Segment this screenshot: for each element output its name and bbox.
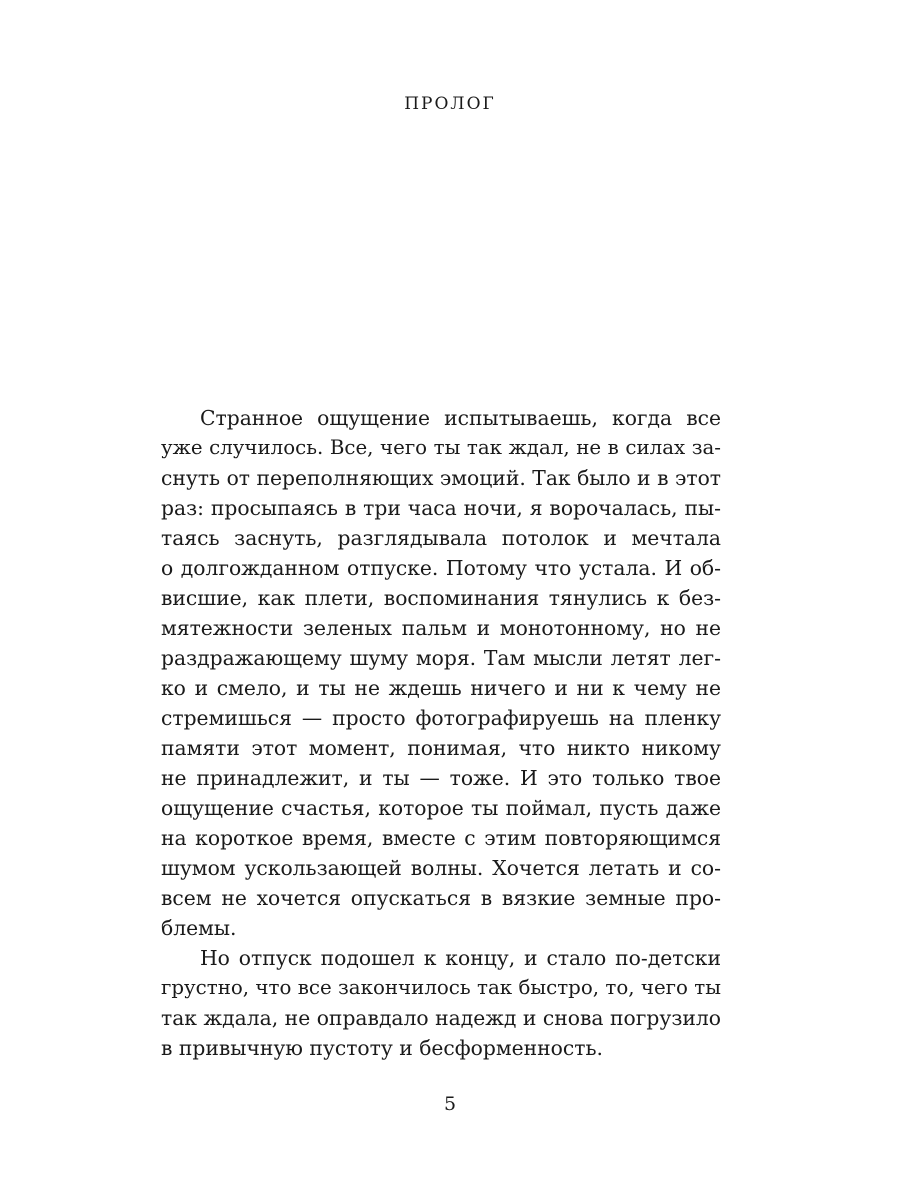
body-text [161,403,721,1063]
text-line: грустно, что все закончилось так быстро, то, чего ты [161,976,721,999]
text-line: Странное ощущение испытываешь, когда все [200,406,721,430]
chapter-heading: ПРОЛОГ [404,94,496,114]
text-line: мятежности зеленых пальм и монотонному, но не [161,616,721,640]
text-line: шумом ускользающей волны. Хочется летать и со- [161,856,721,880]
text-line: ко и смело, и ты не ждешь ничего и ни к чему не [161,676,721,700]
text-line: Но отпуск подошел к концу, и стало по-детски [200,946,721,970]
text-line: таясь заснуть, разглядывала потолок и мечтала [161,526,721,550]
text-line: ощущение счастья, которое ты поймал, пусть даже [161,796,721,820]
paragraph-2 [161,943,721,1063]
text-line: на короткое время, вместе с этим повторяющимся [161,826,721,850]
text-line: блемы. [161,916,237,940]
text-line: в привычную пустоту и бесформенность. [161,1036,603,1060]
page-number: 5 [443,1093,457,1115]
text-line: уже случилось. Все, чего ты так ждал, не в силах за- [161,436,721,459]
text-line: раз: просыпаясь в три часа ночи, я ворочалась, пы- [161,496,721,520]
text-line: всем не хочется опускаться в вязкие земные про- [161,886,721,910]
text-line: снуть от переполняющих эмоций. Так было и в этот [161,466,721,490]
text-line: о долгожданном отпуске. Потому что устала. И об- [161,556,721,580]
text-line: стремишься — просто фотографируешь на пленку [161,706,721,730]
paragraph-1 [161,403,721,943]
text-line: памяти этот момент, понимая, что никто никому [161,736,721,760]
text-line: так ждала, не оправдало надежд и снова погрузило [161,1006,721,1030]
text-line: раздражающему шуму моря. Там мысли летят лег- [161,646,721,670]
text-line: висшие, как плети, воспоминания тянулись к без- [161,586,721,610]
text-line: не принадлежит, и ты — тоже. И это только твое [161,766,721,790]
